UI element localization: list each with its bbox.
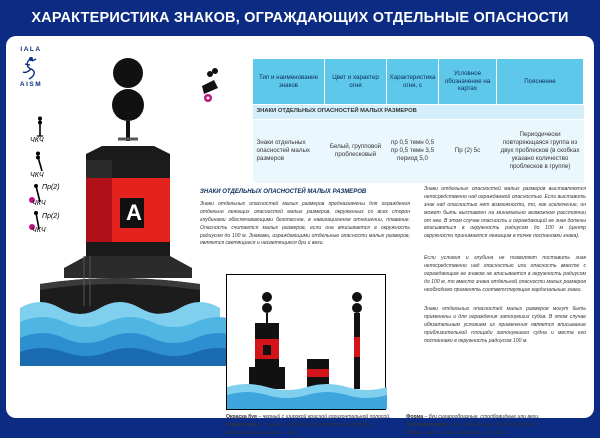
mark-types-drawing xyxy=(227,275,385,409)
buoy-letter: A xyxy=(126,200,142,225)
description-right-3: Знаки отдельных опасностей малых размеров могут быть применены и для ограждения затонувших судов. В этом случае обязательным условием их применения является вписывание приблизительной площади затонувшего судна и места его постановки в окружность радиусом 100 м. xyxy=(424,306,586,344)
caption-right xyxy=(406,414,586,438)
legend-label-4: ЧКЧ xyxy=(32,200,46,207)
spec-table xyxy=(252,58,584,184)
table-section-label: ЗНАКИ ОТДЕЛЬНЫХ ОПАСНОСТЕЙ МАЛЫХ РАЗМЕРОВ xyxy=(253,105,584,120)
table-section-row xyxy=(253,105,584,120)
legend-label-5: Пр(2) xyxy=(42,213,60,220)
mark-types-illustration xyxy=(226,274,386,410)
table-header: Характеристика огня, с xyxy=(387,59,439,105)
caption-left xyxy=(226,414,396,438)
topmark-ball-lower xyxy=(112,89,144,121)
description-right-1: Знаки отдельных опасностей малых размеров выставляются непосредственно над ограждаемой опасностью. Если выставить знак над опасностью нет возможности, то, как исключение, он может быть выставлен на минимально возможном расстоянии от нее. В этом случае опасность и ограждающий ее знак должны вписываться в окружность радиусом до 100 м (центр окружности принимается лежащим в точке постановки знака). xyxy=(424,186,586,240)
legend-label-6: ЧКЧ xyxy=(32,227,46,234)
buoy-illustration xyxy=(20,46,210,366)
table-cell: Периодически повторяющаяся группа из двух проблесков (в скобках указано количество проблесков в группе) xyxy=(497,119,584,183)
description-right-2: Если условия и глубина не позволяют поставить знак непосредственно над опасностью или опасность вместе с ограждающим ее знаком не вписывается в окружность радиусом до 100 м, то вместо знака отдельной опасности малых размеров необходимо применять соответствующие кардинальные знаки. xyxy=(424,255,586,293)
table-row xyxy=(253,119,584,183)
description-left: Знаки отдельных опасностей малых размеров предназначены для ограждения отдельно лежащих опасностей малых размеров, окруженных со всех сторон глубинами обеспечивающими безопасное, в навигационном отношении, плавание. Опасность считается малых размеров, если она вписывается в окружность радиусом до 100 м. Знаками, ограждающими отдельные опасности малых размеров, являются светящиеся и несветящиеся буи и вехи. xyxy=(200,201,410,247)
caption-text: – цвет – бел, характер – Пр (2) 5с. xyxy=(421,429,508,436)
content-panel xyxy=(6,36,594,436)
caption-label: Топовая фигура xyxy=(406,421,447,428)
caption-label: Окраска буя xyxy=(226,414,257,420)
table-header: Цвет и характер огня xyxy=(325,59,387,105)
legend-label-3: Пр(2) xyxy=(42,184,60,191)
legend-label-2: ЧКЧ xyxy=(30,172,44,179)
caption-text: – черные и красные горизонтальные полосы; обозначение на картах – чкч. xyxy=(226,421,372,436)
section-subheading: ЗНАКИ ОТДЕЛЬНЫХ ОПАСНОСТЕЙ МАЛЫХ РАЗМЕРОВ xyxy=(200,189,367,195)
logo-bottom-text: AISM xyxy=(19,81,43,88)
table-cell: Пр (2) 5с xyxy=(439,119,497,183)
logo-top-text: IALA xyxy=(20,46,42,53)
table-cell: Белый, групповой проблесковый xyxy=(325,119,387,183)
caption-label: Окраска вехи xyxy=(226,421,260,428)
caption-text: – два черных шара один над другим. xyxy=(446,421,536,428)
legend-label-1: ЧКЧ xyxy=(30,137,44,144)
caption-text: – буи сигарообразные, столбовидные или вехи. xyxy=(423,414,540,420)
table-cell: Знаки отдельных опасностей малых размеров xyxy=(253,119,325,183)
table-header: Тип и наименование знаков xyxy=(253,59,325,105)
caption-label: Форма xyxy=(406,414,424,420)
table-cell: пр 0,5 темн 0,5 пр 0,5 темн 3,5 период 5,0 xyxy=(387,119,439,183)
table-header: Пояснение xyxy=(497,59,584,105)
topmark-ball-upper xyxy=(113,58,143,88)
table-header: Условное обозначение на картах xyxy=(439,59,497,105)
page-title: ХАРАКТЕРИСТИКА ЗНАКОВ, ОГРАЖДАЮЩИХ ОТДЕЛЬНЫЕ ОПАСНОСТИ xyxy=(31,10,569,26)
caption-text: – черный с широкой красной горизонтальной полосой. xyxy=(256,414,391,420)
caption-label: Огонь xyxy=(406,429,422,436)
